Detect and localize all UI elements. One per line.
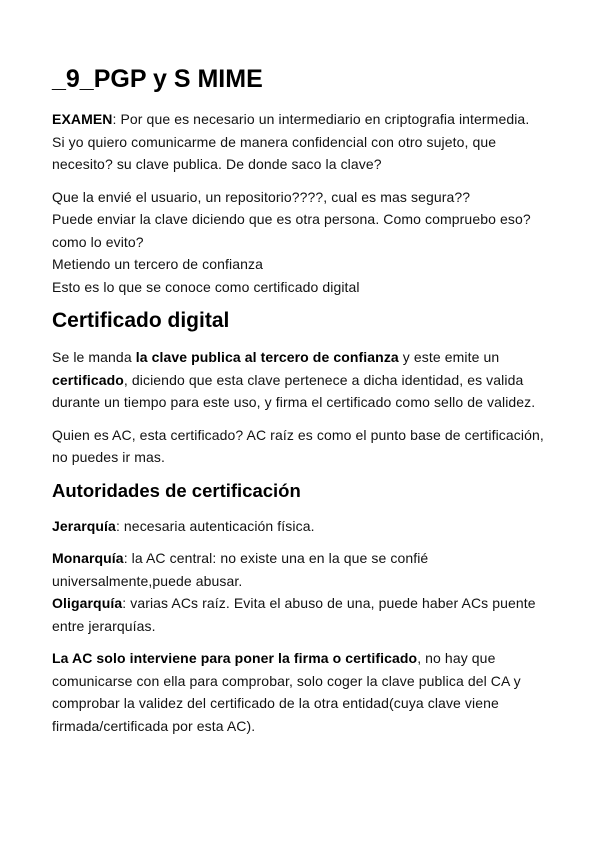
para2-line-4: Esto es lo que se conoce como certificado digital — [52, 278, 360, 295]
section-heading-autoridades: Autoridades de certificación — [52, 479, 301, 501]
monarquia-text: : la AC central: no existe una en la que se confié universalmente,puede abusar. — [52, 550, 429, 589]
page-title: _9_PGP y S MIME — [52, 65, 263, 93]
jerarquia-paragraph — [52, 515, 552, 538]
oligarquia-label: Oligarquía — [52, 595, 123, 611]
certificado-paragraph-1 — [52, 346, 552, 414]
para2-line-2: Puede enviar la clave diciendo que es otra persona. Como compruebo eso? como lo evito? — [52, 211, 531, 250]
second-paragraph — [52, 186, 552, 299]
monarquia-oligarquia-paragraph — [52, 547, 552, 637]
bold-fragment: la clave publica al tercero de confianza — [135, 349, 399, 365]
oligarquia-text: : varias ACs raíz. Evita el abuso de una, puede haber ACs puente entre jerarquías. — [52, 595, 536, 634]
intro-paragraph — [52, 108, 552, 176]
examen-label: EXAMEN — [52, 111, 113, 127]
section-heading-certificado: Certificado digital — [52, 309, 230, 332]
intro-line-2: Si yo quiero comunicarme de manera confidencial con otro sujeto, que necesito? su clave publica. De donde saco la clave? — [52, 133, 497, 172]
ac-final-paragraph — [52, 647, 552, 737]
jerarquia-text: : necesaria autenticación física. — [115, 517, 315, 534]
certificado-paragraph-2: Quien es AC, esta certificado? AC raíz es como el punto base de certificación, no puedes ir mas. — [52, 426, 544, 465]
text-fragment: , diciendo que esta clave pertenece a dicha identidad, es valida durante un tiempo para este uso, y firma el certificado como sello de validez. — [52, 371, 536, 410]
ac-final-text: , no hay que comunicarse con ella para comprobar, solo coger la clave publica del CA y comprobar la validez del certificado de la otra entidad(cuya clave viene firmada/certificada por esta AC). — [52, 650, 521, 734]
examen-text: : Por que es necesario un intermediario en criptografia intermedia. — [112, 111, 530, 127]
bold-fragment: certificado — [52, 371, 124, 388]
text-fragment: Se le manda — [52, 349, 136, 365]
ac-final-bold: La AC solo interviene para poner la firma o certificado — [52, 650, 418, 666]
document-page — [52, 64, 552, 737]
jerarquia-label: Jerarquía — [52, 517, 116, 534]
para2-line-3: Metiendo un tercero de confianza — [52, 256, 263, 272]
para2-line-1: Que la envié el usuario, un repositorio????, cual es mas segura?? — [52, 188, 471, 205]
text-fragment: y este emite un — [398, 349, 500, 365]
monarquia-label: Monarquía — [52, 550, 124, 566]
